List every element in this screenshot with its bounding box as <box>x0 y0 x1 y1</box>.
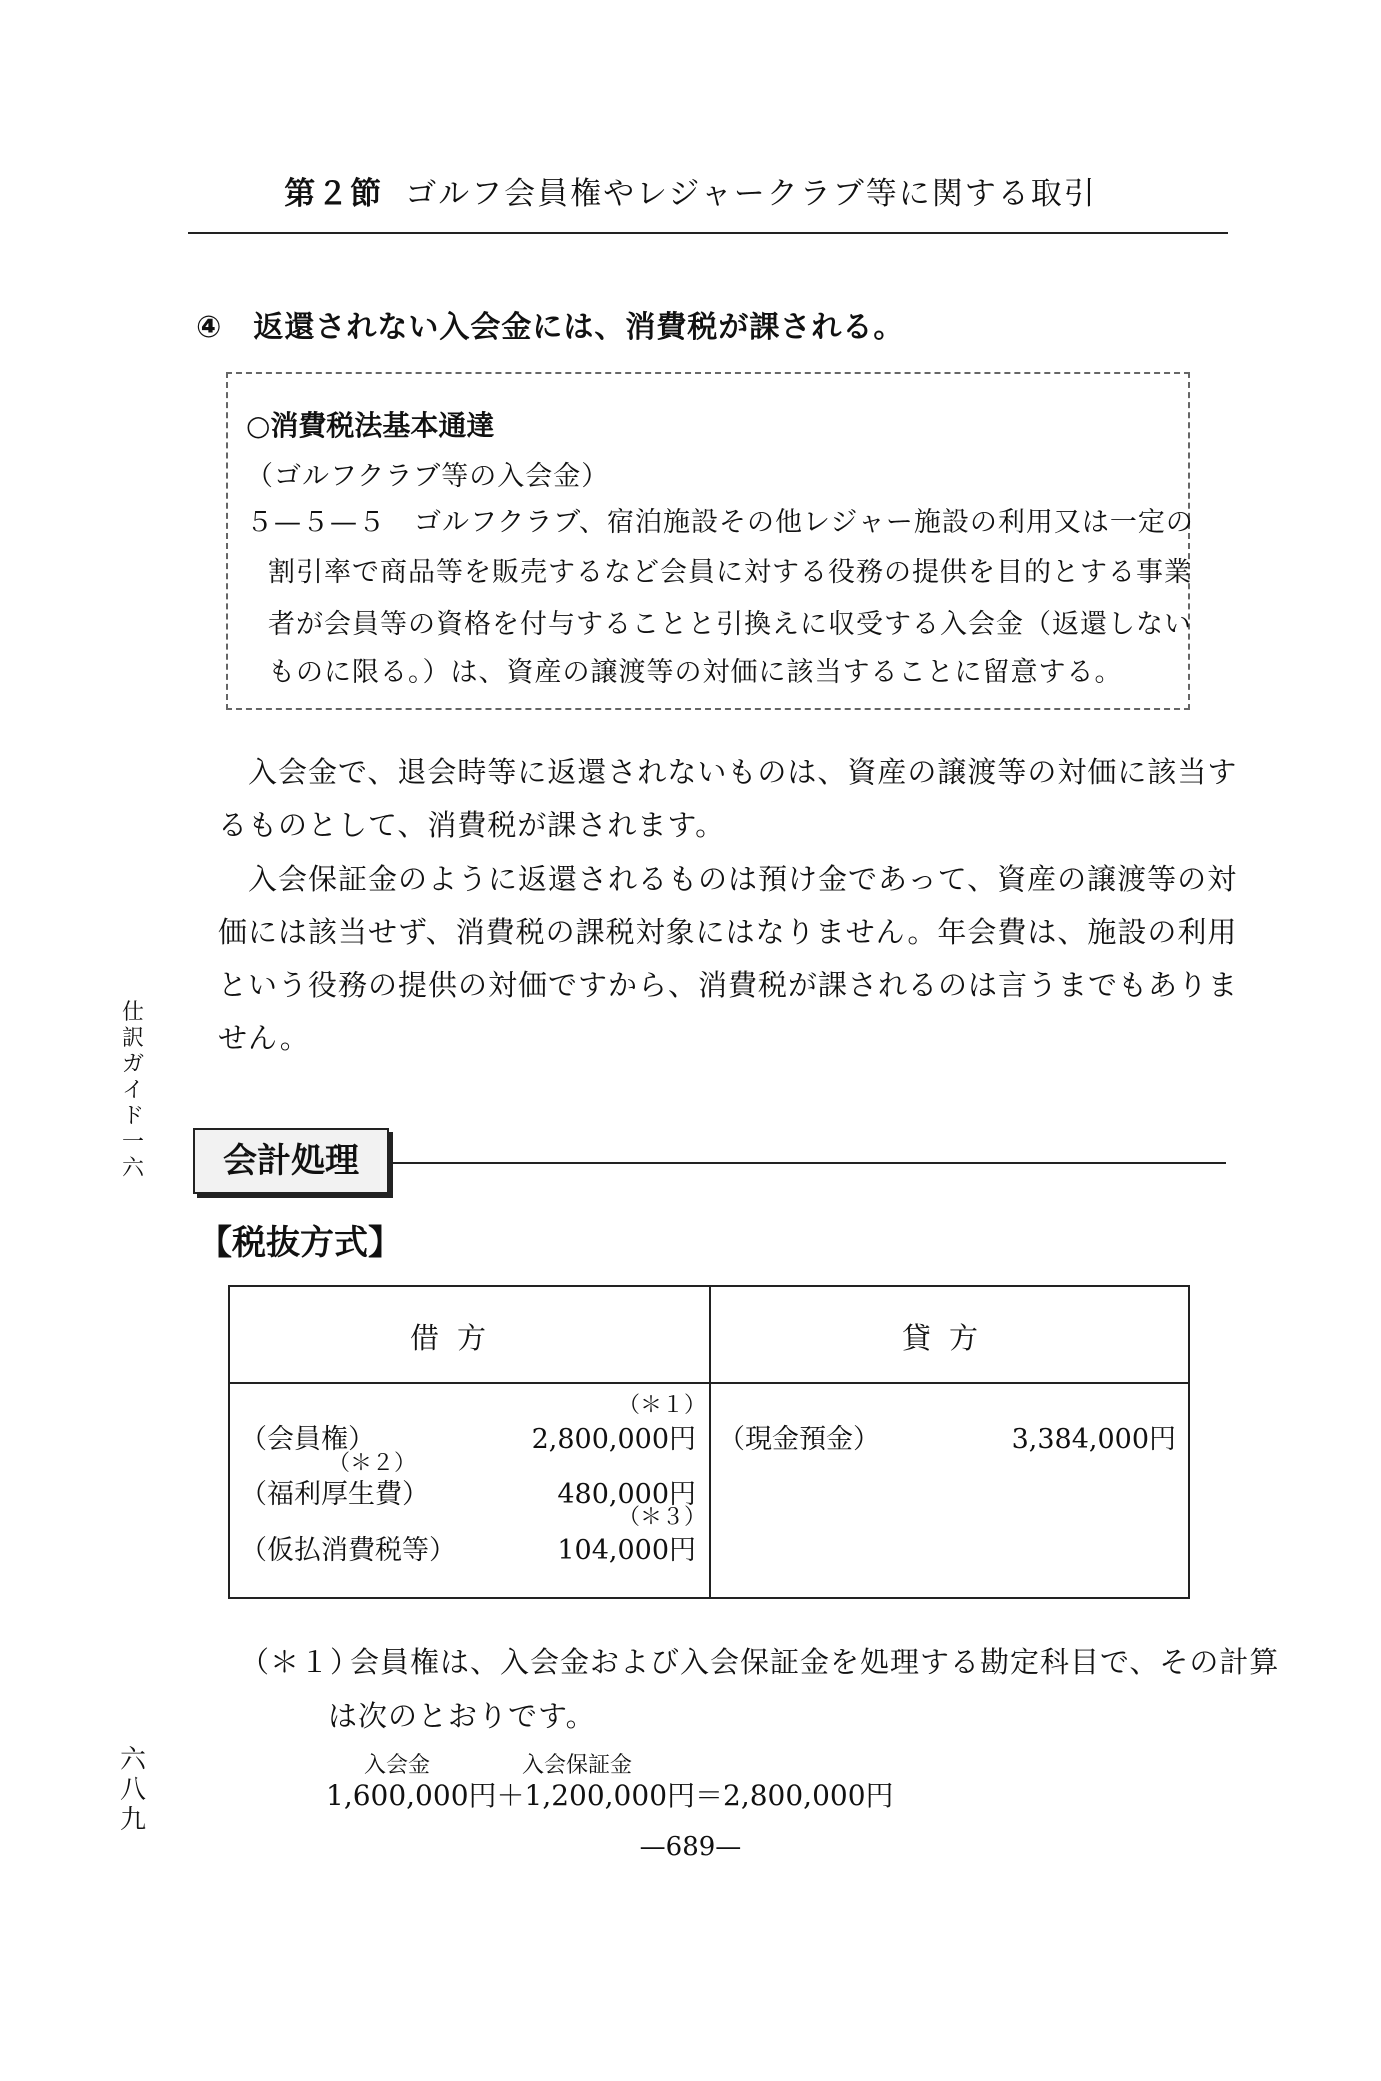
footnote-mark: （＊１） <box>240 1645 361 1679</box>
notice-line: 者が会員等の資格を付与することと引換えに収受する入会金（返還しない <box>268 609 1192 640</box>
section-title: ゴルフ会員権やレジャークラブ等に関する取引 <box>405 176 1097 212</box>
debit-note-mark: （＊３） <box>618 1505 707 1530</box>
debit-account: （福利厚生費） <box>240 1479 429 1510</box>
debit-amount: 104,000円 <box>557 1535 696 1566</box>
table-divider-vertical <box>709 1285 711 1599</box>
section-label: 第２節 <box>284 176 384 212</box>
page-header <box>0 168 1381 213</box>
formula-label-deposit: 入会保証金 <box>522 1753 633 1778</box>
body-paragraph-line: 入会保証金のように返還されるものは預け金であって、資産の譲渡等の対 <box>248 862 1238 896</box>
footnote-text: 会員権は、入会金および入会保証金を処理する勘定科目で、その計算 <box>350 1645 1280 1679</box>
credit-amount: 3,384,000円 <box>1011 1424 1176 1455</box>
point-heading: ④ 返還されない入会金には、消費税が課される。 <box>196 310 905 345</box>
body-paragraph-line: るものとして、消費税が課されます。 <box>218 808 726 842</box>
calculation-formula: 1,600,000円＋1,200,000円＝2,800,000円 <box>326 1779 894 1812</box>
debit-amount: 2,800,000円 <box>531 1424 696 1455</box>
side-label-page: 六八九 <box>119 1745 146 1835</box>
notice-title: ○消費税法基本通達 <box>246 409 495 442</box>
credit-header: 貸方 <box>902 1321 997 1355</box>
body-paragraph-line: という役務の提供の対価ですから、消費税が課されるのは言うまでもありま <box>218 968 1239 1002</box>
debit-amount: 480,000円 <box>557 1479 696 1510</box>
notice-subtitle: （ゴルフクラブ等の入会金） <box>246 461 610 492</box>
notice-line: ５—５—５ ゴルフクラブ、宿泊施設その他レジャー施設の利用又は一定の <box>246 507 1194 538</box>
debit-header: 借方 <box>410 1321 505 1355</box>
credit-account: （現金預金） <box>718 1424 880 1455</box>
body-paragraph-line: 価には該当せず、消費税の課税対象にはなりません。年会費は、施設の利用 <box>218 915 1238 949</box>
section-heading: 会計処理 <box>193 1128 389 1194</box>
body-paragraph-line: 入会金で、退会時等に返還されないものは、資産の譲渡等の対価に該当す <box>248 755 1238 789</box>
debit-note-mark: （＊２） <box>328 1451 417 1476</box>
debit-account: （仮払消費税等） <box>240 1535 456 1566</box>
table-divider-horizontal <box>228 1382 1190 1384</box>
debit-account: （会員権） <box>240 1424 375 1455</box>
body-paragraph-line: せん。 <box>218 1021 310 1055</box>
section-rule <box>393 1162 1226 1164</box>
notice-line: 割引率で商品等を販売するなど会員に対する役務の提供を目的とする事業 <box>268 557 1192 588</box>
header-rule <box>188 232 1228 234</box>
footnote-text: は次のとおりです。 <box>328 1699 596 1733</box>
notice-line: ものに限る。）は、資産の譲渡等の対価に該当することに留意する。 <box>268 657 1123 688</box>
page-number: —689— <box>639 1832 742 1862</box>
formula-label-entry-fee: 入会金 <box>364 1753 431 1778</box>
debit-note-mark: （＊１） <box>618 1393 707 1418</box>
subheading: 【税抜方式】 <box>198 1223 402 1263</box>
side-label-guide: 仕訳ガイド一六 <box>121 1000 144 1181</box>
